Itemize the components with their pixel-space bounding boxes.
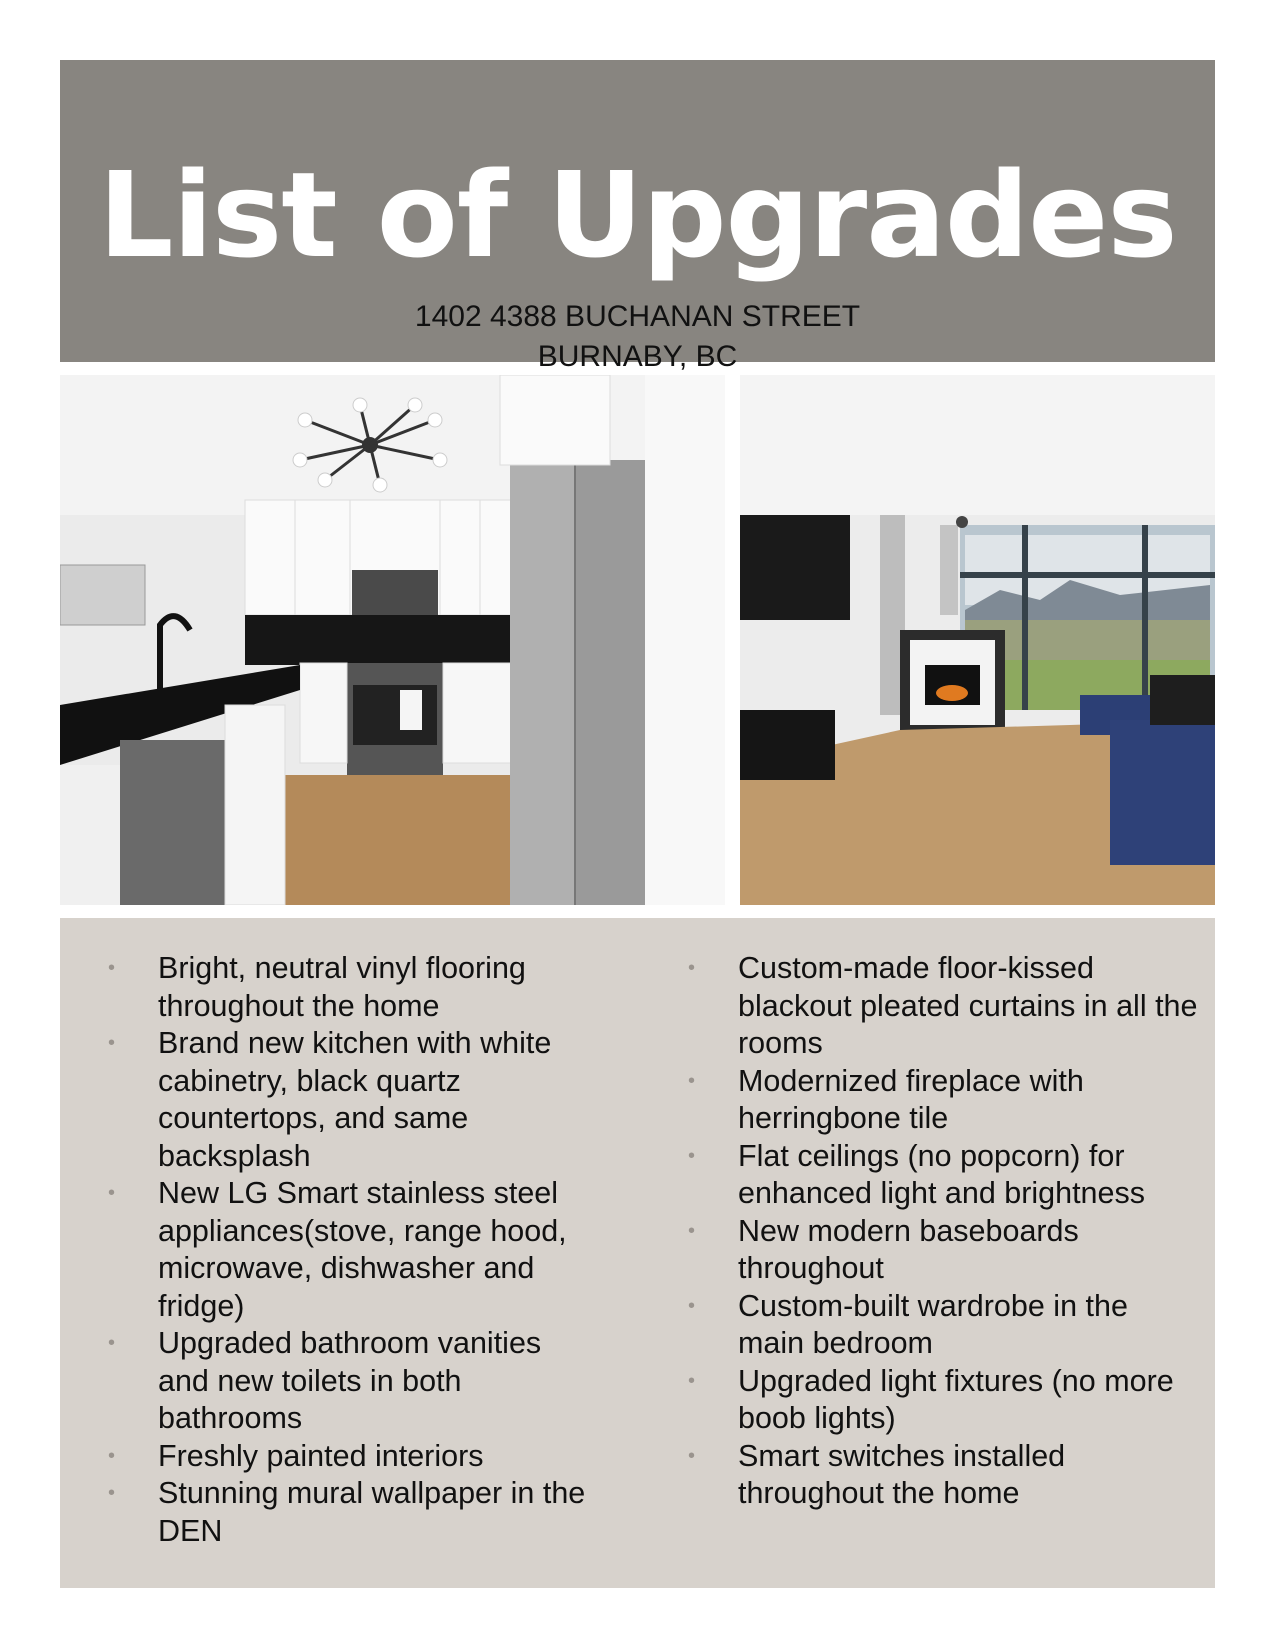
bullet: • <box>688 1294 696 1317</box>
list-item: • Custom-built wardrobe in the main bedroom <box>688 1288 1128 1360</box>
bullet: • <box>108 1482 116 1504</box>
list-item: • New modern baseboards throughout <box>688 1213 1079 1285</box>
list-item: • Modernized fireplace with herringbone tile <box>688 1063 1084 1135</box>
list-item: • Upgraded bathroom vanities and new toilets in both bathrooms <box>108 1326 542 1435</box>
list-item: • Stunning mural wallpaper in the DEN <box>108 1476 586 1548</box>
upgrades-list-right <box>688 950 1198 1513</box>
bullet: • <box>688 1444 696 1467</box>
list-item: • New LG Smart stainless steel appliances(stove, range hood, microwave, dishwasher and fridge) <box>108 1176 567 1323</box>
list-item: • Brand new kitchen with white cabinetry, black quartz countertops, and same backsplash <box>108 1026 552 1173</box>
list-item: • Upgraded light fixtures (no more boob lights) <box>688 1363 1174 1435</box>
bullet: • <box>108 1032 116 1054</box>
list-item: • Custom-made floor-kissed blackout pleated curtains in all the rooms <box>688 951 1198 1060</box>
kitchen-photo <box>60 375 725 905</box>
upgrades-panel <box>60 918 1215 1588</box>
header-banner <box>60 60 1215 373</box>
bullet: • <box>688 1069 696 1092</box>
address-line-1: 1402 4388 BUCHANAN STREET <box>414 300 861 333</box>
bullet: • <box>108 1444 116 1467</box>
address-line-2: BURNABY, BC <box>537 340 738 373</box>
bullet: • <box>688 1144 696 1167</box>
bullet: • <box>108 1182 116 1204</box>
page-title: List of Upgrades <box>98 146 1177 284</box>
bullet: • <box>688 957 696 979</box>
upgrades-list-left <box>108 950 598 1550</box>
list-item: • Smart switches installed throughout the home <box>688 1438 1066 1510</box>
list-item: • Flat ceilings (no popcorn) for enhanced light and brightness <box>688 1138 1145 1210</box>
property-address <box>60 297 1215 377</box>
bullet: • <box>108 957 116 979</box>
list-item: • Freshly painted interiors <box>108 1438 598 1476</box>
bullet: • <box>108 1332 116 1354</box>
list-item: • Bright, neutral vinyl flooring throughout the home <box>108 951 526 1023</box>
bullet: • <box>688 1219 696 1242</box>
living-room-photo <box>740 375 1215 905</box>
bullet: • <box>688 1369 696 1392</box>
